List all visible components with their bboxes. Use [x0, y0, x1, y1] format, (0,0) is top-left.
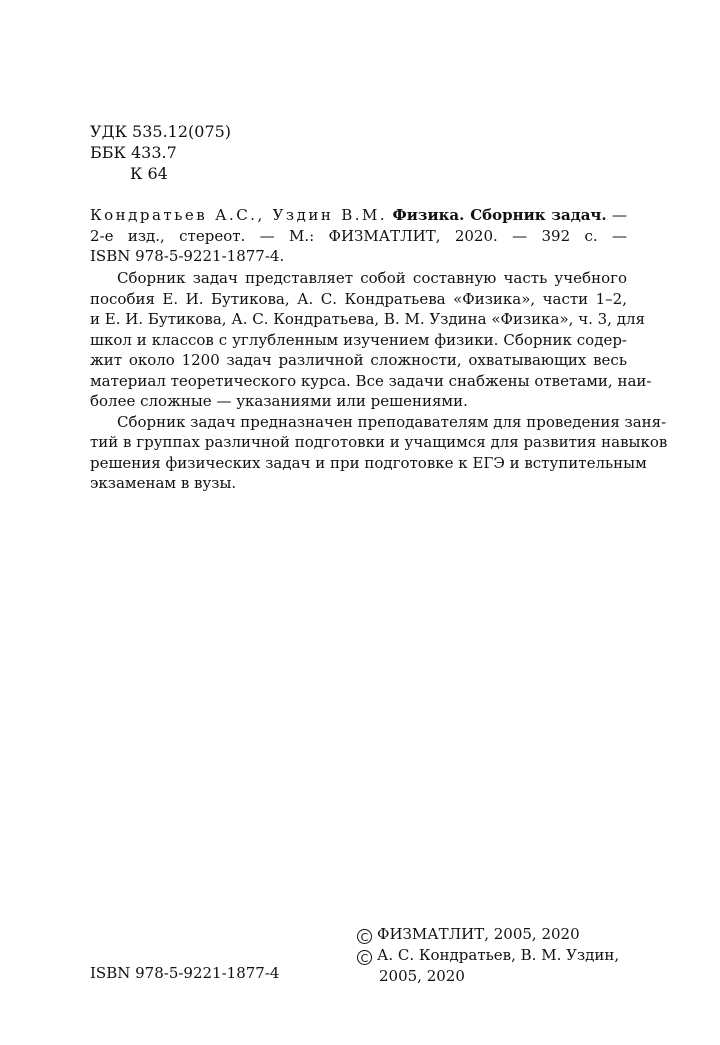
- biblio-line-2: 2-е изд., стереот. — М.: ФИЗМАТЛИТ, 2020. — 392 с. —: [90, 226, 627, 245]
- isbn-footer: ISBN 978-5-9221-1877-4: [90, 964, 280, 982]
- copyright-publisher: ФИЗМАТЛИТ, 2005, 2020: [377, 925, 580, 943]
- annotation-line: материал теоретического курса. Все задачи снабжены ответами, наи-: [90, 371, 652, 390]
- annotation-line: более сложные — указаниями или решениями.: [90, 392, 468, 410]
- copyright-icon: C: [357, 950, 372, 965]
- annotation-paragraph-2: [90, 412, 668, 494]
- author-mark: К 64: [130, 164, 168, 183]
- copyright-line-publisher: [357, 924, 619, 945]
- annotation-line: Сборник задач предназначен преподавателям для проведения заня-: [117, 412, 667, 431]
- annotation-line: и Е. И. Бутикова, А. С. Кондратьева, В. М. Уздина «Физика», ч. 3, для: [90, 310, 645, 328]
- copyright-authors-years: 2005, 2020: [379, 967, 465, 985]
- biblio-line-3: ISBN 978-5-9221-1877-4.: [90, 247, 285, 265]
- annotation-line: жит около 1200 задач различной сложности, охватывающих весь: [90, 351, 627, 369]
- copyright-authors: А. С. Кондратьев, В. М. Уздин,: [377, 946, 620, 964]
- annotation-paragraph-1: [90, 268, 652, 412]
- annotation-line: тий в группах различной подготовки и учащимся для развития навыков: [90, 433, 668, 451]
- copyright-line-authors: [357, 945, 619, 966]
- biblio-line-1: [90, 205, 627, 226]
- annotation-line: школ и классов с углубленным изучением физики. Сборник содер-: [90, 330, 627, 349]
- annotation-line: Сборник задач представляет собой составную часть учебного: [117, 269, 627, 287]
- annotation-line: решения физических задач и при подготовке к ЕГЭ и вступительным: [90, 453, 647, 472]
- annotation-line: пособия Е. И. Бутикова, А. С. Кондратьева «Физика», части 1–2,: [90, 289, 627, 308]
- bbk-code: ББК 433.7: [90, 143, 177, 162]
- udk-code: УДК 535.12(075): [90, 122, 232, 141]
- bibliographic-entry: [90, 205, 627, 267]
- copyright-block: [357, 924, 619, 987]
- copyright-icon: C: [357, 929, 372, 944]
- annotation-line: экзаменам в вузы.: [90, 474, 237, 492]
- classification-codes: [90, 121, 231, 184]
- biblio-authors: Кондратьев А.С., Уздин В.М.: [90, 206, 388, 224]
- biblio-dash: —: [612, 206, 628, 224]
- biblio-title: Физика. Сборник задач.: [392, 206, 607, 224]
- annotation: [90, 268, 668, 494]
